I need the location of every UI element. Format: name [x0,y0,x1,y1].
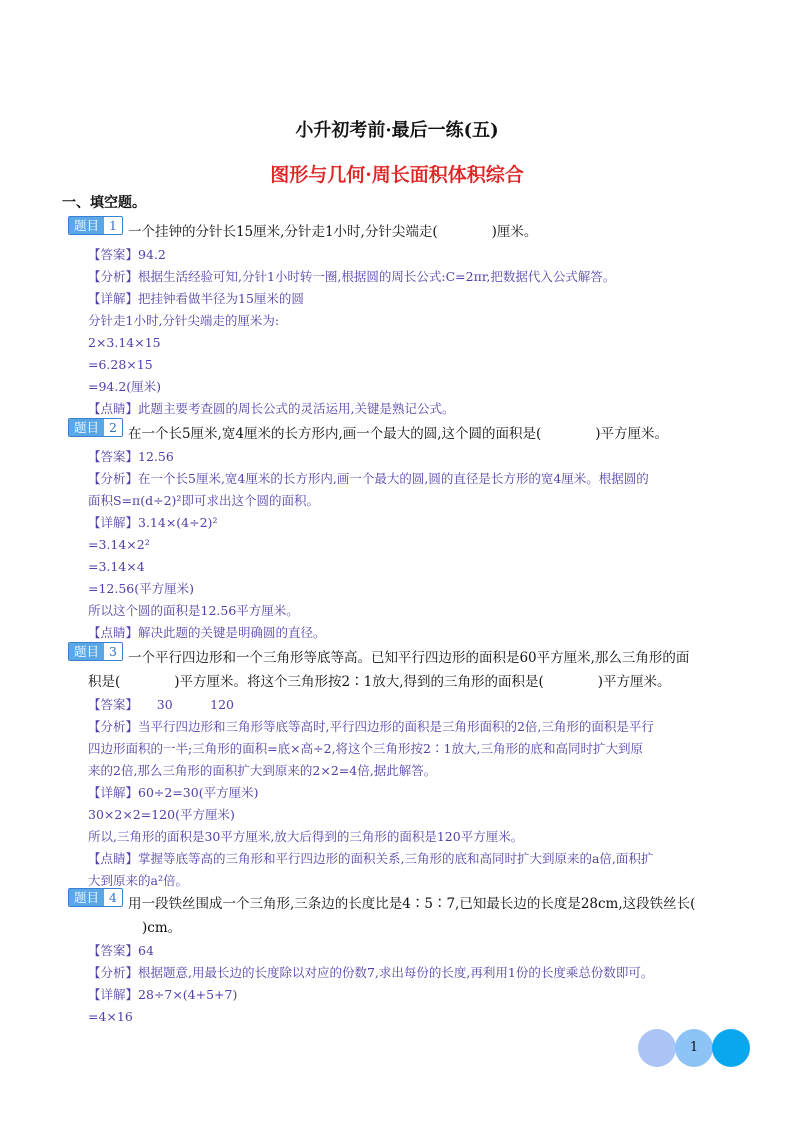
analysis-line: 四边形面积的一半;三角形的面积=底×高÷2,将这个三角形按2∶1放大,三角形的底和高同时扩大到原 [88,741,643,756]
answer-line: 【答案】94.2 [88,247,166,262]
analysis-line: 【分析】在一个长5厘米,宽4厘米的长方形内,画一个最大的圆,圆的直径是长方形的宽4厘米。根据圆的 [88,471,649,486]
question-stem [68,642,738,670]
question-text-cont: )cm。 [88,920,182,936]
comment-line: 【点睛】解决此题的关键是明确圆的直径。 [88,625,326,640]
page-dot-left [638,1029,676,1067]
question-tag [68,216,123,235]
answer-line: 【答案】12.56 [88,449,174,464]
detail-line: 【详解】60÷2=30(平方厘米) [88,785,259,800]
answer-line: 【答案】64 [88,943,154,958]
question-stem [68,888,738,916]
question-2 [68,418,738,644]
question-stem [68,216,738,244]
detail-line: 【详解】把挂钟看做半径为15厘米的圆 [88,291,304,306]
detail-line: =94.2(厘米) [88,379,162,394]
comment-line: 【点睛】掌握等底等高的三角形和平行四边形的面积关系,三角形的底和高同时扩大到原来的a倍,面积扩 [88,851,654,866]
question-number: 3 [104,643,122,660]
question-4 [68,888,738,1028]
comment-line: 大到原来的a²倍。 [88,873,188,888]
page-indicator [638,1029,750,1067]
question-text: 一个平行四边形和一个三角形等底等高。已知平行四边形的面积是60平方厘米,那么三角形的面 [127,650,690,666]
question-tag [68,888,123,907]
detail-line: 30×2×2=120(平方厘米) [88,807,235,822]
detail-line: 2×3.14×15 [88,335,161,350]
answer-line: 【答案】 30 120 [88,697,235,712]
detail-line: =3.14×2² [88,537,150,552]
question-3 [68,642,738,892]
analysis-line: 来的2倍,那么三角形的面积扩大到原来的2×2=4倍,据此解答。 [88,763,437,778]
detail-line: 【详解】28÷7×(4+5+7) [88,987,238,1002]
comment-line: 【点睛】此题主要考查圆的周长公式的灵活运用,关键是熟记公式。 [88,401,455,416]
question-stem [68,418,738,446]
detail-line: 所以这个圆的面积是12.56平方厘米。 [88,603,299,618]
analysis-line: 【分析】根据生活经验可知,分针1小时转一圈,根据圆的周长公式:C=2πr,把数据代入公式解答。 [88,269,616,284]
tag-label: 题目 [69,643,104,660]
tag-label: 题目 [69,889,104,906]
page-number: 1 [689,1040,699,1055]
tag-label: 题目 [69,217,104,234]
detail-line: 所以,三角形的面积是30平方厘米,放大后得到的三角形的面积是120平方厘米。 [88,829,524,844]
question-number: 4 [104,889,122,906]
detail-line: =4×16 [88,1009,133,1024]
question-number: 1 [104,217,122,234]
question-text: 用一段铁丝围成一个三角形,三条边的长度比是4∶5∶7,已知最长边的长度是28cm,这段铁丝长( [127,896,696,912]
detail-line: 【详解】3.14×(4÷2)² [88,515,218,530]
page-subtitle: 图形与几何·周长面积体积综合 [270,164,524,186]
page-dot-right [712,1029,750,1067]
detail-line: =12.56(平方厘米) [88,581,195,596]
section-heading: 一、填空题。 [62,195,146,211]
analysis-line: 面积S=π(d÷2)²即可求出这个圆的面积。 [88,493,319,508]
detail-line: 分针走1小时,分针尖端走的厘米为: [88,313,280,328]
question-number: 2 [104,419,122,436]
tag-label: 题目 [69,419,104,436]
question-text-cont: 积是( )平方厘米。将这个三角形按2∶1放大,得到的三角形的面积是( )平方厘米。 [88,674,671,690]
analysis-line: 【分析】当平行四边形和三角形等底等高时,平行四边形的面积是三角形面积的2倍,三角形的面积是平行 [88,719,654,734]
question-text: 在一个长5厘米,宽4厘米的长方形内,画一个最大的圆,这个圆的面积是( )平方厘米。 [127,426,669,442]
page-title: 小升初考前·最后一练(五) [295,120,499,141]
question-tag [68,642,123,661]
detail-line: =6.28×15 [88,357,153,372]
detail-line: =3.14×4 [88,559,145,574]
question-tag [68,418,123,437]
question-1 [68,216,738,420]
question-text: 一个挂钟的分针长15厘米,分针走1小时,分针尖端走( )厘米。 [127,224,538,240]
analysis-line: 【分析】根据题意,用最长边的长度除以对应的份数7,求出每份的长度,再利用1份的长度乘总份数即可。 [88,965,654,980]
